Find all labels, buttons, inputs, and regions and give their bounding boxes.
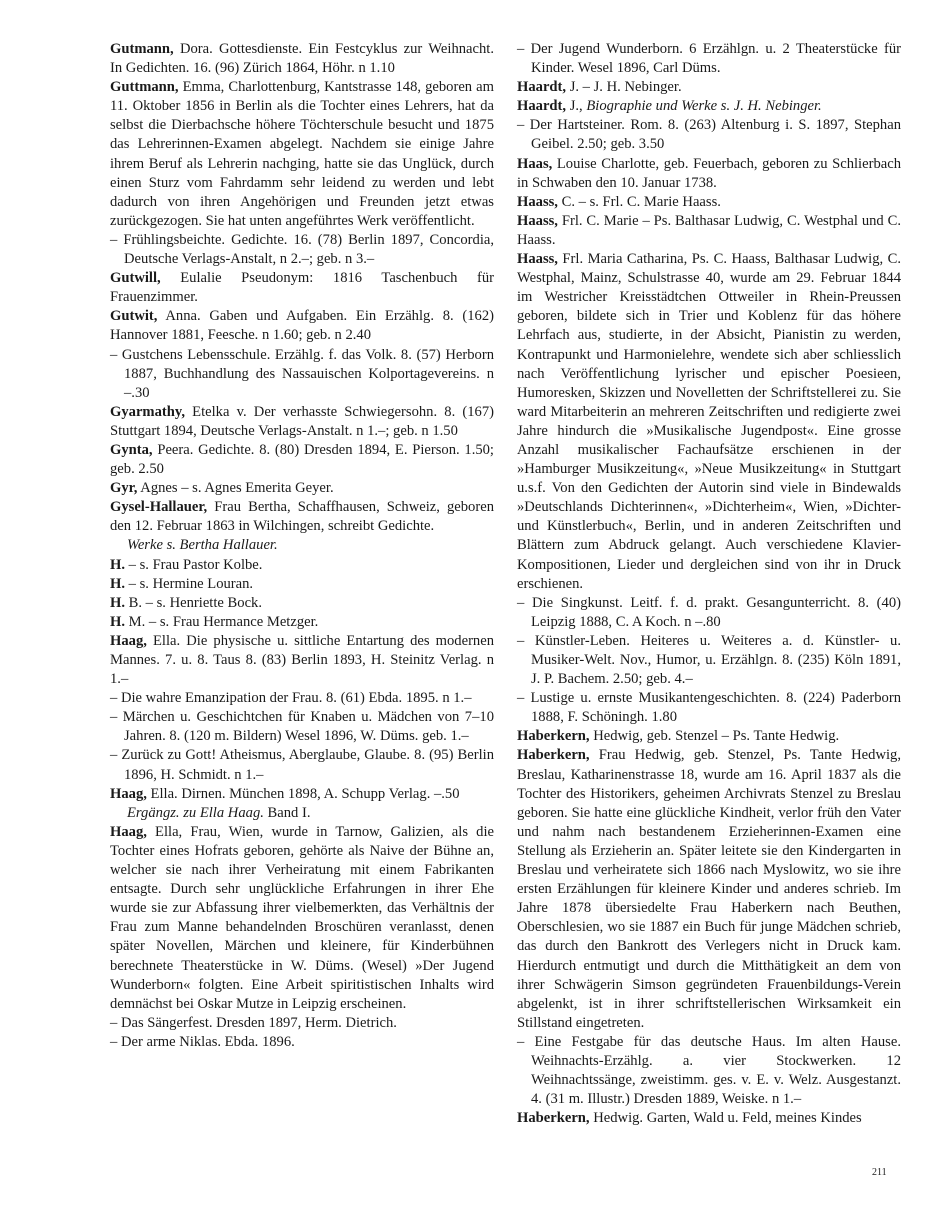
entry-text: Frau Hedwig, geb. Stenzel, Ps. Tante Hedwig, Breslau, Katharinenstrasse 18, wurde am 16. April 1837 als die Tochter des Historikers, geheimen Archivrats Stenzel zu Breslau geboren. Sie hatte eine glückliche Kindheit, verlor früh den Vater und nahm nach bestandenem Erzieherinnen-Examen eine Stellung als Erzieherin an. Später leitete sie den Kindergarten in Breslau und verheiratete sich 1866 nach Myslowitz, wo sie ihre ersten Erzählungen für kleinere Kinder und anderes schrieb. Im Jahre 1878 übersiedelte Frau Haberkern nach Beuthen, Oberschlesien, wo sie 1887 ein Buch für junge Mädchen schrieb, das durch den Bankrott des Verlegers nicht in Druck kam. Hierdurch entmutigt und durch die Mitthätigkeit an dem von ihrer Schwägerin Simson gegründeten Frauenbildungs-Verein abgelenkt, ist in ihrer schriftstellerischen Wirksamkeit ein Stillstand eingetreten.: [517, 747, 901, 1031]
work-listing: – Der arme Niklas. Ebda. 1896.: [110, 1033, 295, 1050]
entry-name: Gyr,: [110, 480, 138, 497]
work-listing: – Eine Festgabe für das deutsche Haus. Im alten Hause. Weihnachts-Erzählg. a. vier Stockwerken. 12 Weihnachtssänge, zweistimm. ges. v. E. v. Welz. Ausgestanzt. 4. (31 m. Illustr.) Dresden 1889, Weiske. n 1.–: [517, 1033, 901, 1108]
entry-text: – s. Frau Pastor Kolbe.: [125, 556, 263, 573]
entry-text: Ella. Dirnen. München 1898, A. Schupp Verlag. –.50: [146, 785, 460, 802]
page-number: 211: [872, 1167, 887, 1178]
entry-name: Haag,: [110, 823, 147, 840]
dictionary-entry: [517, 212, 901, 250]
cross-reference-note: [110, 804, 494, 823]
entry-name: Haag,: [110, 632, 147, 649]
note-tail-text: Band I.: [267, 804, 311, 821]
entry-name: Haass,: [517, 212, 558, 229]
dictionary-entry: [517, 1109, 901, 1128]
dictionary-entry: [110, 78, 494, 231]
work-listing: – Frühlingsbeichte. Gedichte. 16. (78) Berlin 1897, Concordia, Deutsche Verlags-Anstalt, n 2.–; geb. n 3.–: [110, 231, 494, 268]
entry-text: Louise Charlotte, geb. Feuerbach, geboren zu Schlierbach in Schwaben den 10. Januar 1738.: [517, 155, 901, 191]
entry-text: J.,: [566, 98, 587, 115]
dictionary-entry: [110, 823, 494, 1014]
dictionary-entry: [517, 78, 901, 97]
dictionary-entry: [110, 479, 494, 498]
entry-name: H.: [110, 613, 125, 630]
dictionary-entry: [110, 403, 494, 441]
note-italic-text: Werke s. Bertha Hallauer.: [127, 537, 278, 554]
work-listing: – Gustchens Lebensschule. Erzählg. f. das Volk. 8. (57) Herborn 1887, Buchhandlung des Nassauischen Kolportagevereins. n –.30: [110, 346, 494, 401]
work-listing: – Künstler-Leben. Heiteres u. Weiteres a. d. Künstler- u. Musiker-Welt. Nov., Humor, u. Erzählgn. 8. (235) Köln 1891, J. P. Bachem. 2.50; geb. 4.–: [517, 632, 901, 688]
work-listing: – Die Singkunst. Leitf. f. d. prakt. Gesangunterricht. 8. (40) Leipzig 1888, C. A Koch. n –.80: [517, 594, 901, 630]
entry-name: H.: [110, 575, 125, 592]
dictionary-entry: [110, 575, 494, 594]
work-listing: – Der Hartsteiner. Rom. 8. (263) Altenburg i. S. 1897, Stephan Geibel. 2.50; geb. 3.50: [517, 117, 901, 153]
dictionary-entry: [110, 613, 494, 632]
entry-text: Hedwig. Garten, Wald u. Feld, meines Kindes: [589, 1110, 862, 1127]
entry-text: Hedwig, geb. Stenzel – Ps. Tante Hedwig.: [589, 728, 840, 745]
entry-text: Ella. Die physische u. sittliche Entartung des modernen Mannes. 7. u. 8. Taus 8. (83) Berlin 1893, H. Steinitz Verlag. n 1.–: [110, 632, 494, 688]
entry-text: Agnes – s. Agnes Emerita Geyer.: [137, 480, 334, 497]
entry-italic-text: Biographie und Werke s. J. H. Nebinger.: [586, 98, 822, 115]
dictionary-entry: [110, 594, 494, 613]
work-listing: – Zurück zu Gott! Atheismus, Aberglaube, Glaube. 8. (95) Berlin 1896, H. Schmidt. n 1.–: [110, 747, 494, 783]
dictionary-entry: [110, 40, 494, 78]
entry-name: Haardt,: [517, 79, 567, 96]
entry-name: Haardt,: [517, 98, 567, 115]
entry-name: Haberkern,: [517, 1110, 590, 1127]
entry-name: Gutwill,: [110, 270, 161, 287]
entry-name: Gyarmathy,: [110, 403, 185, 420]
dictionary-entry: [110, 269, 494, 307]
entry-text: Dora. Gottesdienste. Ein Festcyklus zur Weihnacht. In Gedichten. 16. (96) Zürich 1864, Höhr. n 1.10: [110, 41, 494, 77]
dictionary-entry: [110, 441, 494, 479]
entry-name: Gysel-Hallauer,: [110, 499, 208, 516]
entry-name: Gutmann,: [110, 41, 174, 57]
entry-text: J. – J. H. Nebinger.: [566, 79, 682, 96]
entry-name: Haas,: [517, 155, 553, 172]
left-column: [110, 40, 494, 1052]
entry-name: Haass,: [517, 193, 558, 210]
dictionary-entry: [517, 746, 901, 1032]
entry-text: C. – s. Frl. C. Marie Haass.: [557, 193, 721, 210]
entry-name: Haass,: [517, 251, 558, 268]
dictionary-entry: [110, 498, 494, 536]
dictionary-entry: [517, 97, 901, 116]
entry-text: Frau Bertha, Schaffhausen, Schweiz, geboren den 12. Februar 1863 in Wilchingen, schreibt Gedichte.: [110, 499, 494, 535]
entry-text: Peera. Gedichte. 8. (80) Dresden 1894, E. Pierson. 1.50; geb. 2.50: [110, 441, 494, 478]
entry-text: Emma, Charlottenburg, Kantstrasse 148, geboren am 11. Oktober 1856 in Berlin als die Tochter eines Lehrers, hat da selbst die Dierbachsche höhere Töchterschule besucht und 1875 das Lehrerinnen-Examen abgelegt. Nachdem sie einige Jahre ihrem Beruf als Lehrerin nachging, hatte sie das Unglück, durch einen Sturz vom Fahrdamm sehr leidend zu werden und lebt dadurch von ihren Angehörigen und Freunden jetzt etwas zurückgezogen. Sie hat unten angeführtes Werk veröffentlicht.: [110, 79, 494, 229]
entry-name: H.: [110, 556, 125, 573]
entry-text: Ella, Frau, Wien, wurde in Tarnow, Galizien, als die Tochter eines Hofrats geboren, gehörte als Naive der Bühne an, welcher sie nach ihrer Verheiratung mit einem Fabrikanten entsagte. Durch sehr unglückliche Erfahrungen in ihrer Ehe wurde sie zur Abfassung ihrer vielbemerkten, das Verhältnis der Frau zum Manne behandelnden Broschüren veranlasst, denen später Novellen, Märchen und kleinere, für Kinderbühnen berechnete Theaterstücke in W. Düms. (Wesel) »Der Jugend Wunderborn« folgten. Eine Arbeit spiritistischen Inhalts wird demnächst bei Oskar Mutze in Leipzig erscheinen.: [110, 823, 494, 1012]
work-listing: – Lustige u. ernste Musikantengeschichten. 8. (224) Paderborn 1888, F. Schöningh. 1.80: [517, 690, 901, 726]
entry-name: Gynta,: [110, 441, 153, 458]
dictionary-entry: [110, 307, 494, 345]
work-listing: – Die wahre Emanzipation der Frau. 8. (61) Ebda. 1895. n 1.–: [110, 690, 472, 707]
entry-text: Etelka v. Der verhasste Schwiegersohn. 8. (167) Stuttgart 1894, Deutsche Verlags-Anstalt. n 1.–; geb. n 1.50: [110, 403, 494, 439]
entry-text: Frl. Maria Catharina, Ps. C. Haass, Balthasar Ludwig, C. Westphal, Mainz, Schulstrasse 40, wurde am 29. Februar 1844 im Westricher Kreisstädtchen Ottweiler in Rhein-Preussen geboren, bildete sich in Trier und Koblenz für das höhere Lehrfach aus, studierte, in der Absicht, Pianistin zu werden, Kontrapunkt und Harmonielehre, wendete sich aber schliesslich nach Veröffentlichung lyrischer und epischer Poesieen, Humoresken, Skizzen und Novelletten der Schriftstellerei zu. Sie ward Mitarbeiterin an mehreren Zeitschriften und redigierte zwei Jahre hindurch die »Musikalische Jugendpost«. Eine grosse Anzahl musikalischer Fachaufsätze erschienen in der »Hamburger Musikzeitung«, »Neue Musikzeitung« in Stuttgart u.s.f. Von den Gedichten der Autorin sind viele in Bindewalds »Deutschlands Dichterinnen«, »Dichterheim«, Wien, »Dichter- und Künstlerbuch«, Berlin, und in anderen Zeitschriften und Blättern zum Abdruck gelangt. Auch verschiedene Klavier-Kompositionen, Lieder und dergleichen sind von ihr in Druck erschienen.: [517, 251, 901, 592]
dictionary-entry: [110, 632, 494, 689]
work-listing: – Das Sängerfest. Dresden 1897, Herm. Dietrich.: [110, 1014, 397, 1031]
entry-name: H.: [110, 594, 125, 611]
entry-text: Anna. Gaben und Aufgaben. Ein Erzählg. 8. (162) Hannover 1881, Feesche. n 1.60; geb. n 2.40: [110, 308, 494, 344]
cross-reference-note: [110, 536, 494, 555]
entry-name: Guttmann,: [110, 79, 179, 96]
dictionary-entry: [110, 556, 494, 575]
entry-text: M. – s. Frau Hermance Metzger.: [125, 613, 319, 630]
entry-text: Frl. C. Marie – Ps. Balthasar Ludwig, C. Westphal und C. Haass.: [517, 212, 901, 248]
note-italic-text: Ergängz. zu Ella Haag.: [127, 804, 268, 821]
entry-text: – s. Hermine Louran.: [125, 575, 254, 592]
entry-text: B. – s. Henriette Bock.: [125, 594, 262, 611]
entry-name: Haag,: [110, 785, 147, 802]
right-column: [517, 40, 901, 1128]
entry-name: Gutwit,: [110, 308, 158, 325]
dictionary-entry: [517, 155, 901, 193]
entry-name: Haberkern,: [517, 747, 590, 764]
dictionary-entry: [517, 193, 901, 212]
dictionary-entry: [517, 727, 901, 746]
dictionary-entry: [517, 250, 901, 594]
entry-name: Haberkern,: [517, 728, 590, 745]
work-listing: – Der Jugend Wunderborn. 6 Erzählgn. u. 2 Theaterstücke für Kinder. Wesel 1896, Carl Düms.: [517, 41, 901, 77]
entry-text: Eulalie Pseudonym: 1816 Taschenbuch für Frauenzimmer.: [110, 270, 494, 306]
dictionary-entry: [110, 785, 494, 804]
work-listing: – Märchen u. Geschichtchen für Knaben u. Mädchen von 7–10 Jahren. 8. (120 m. Bildern) Wesel 1896, W. Düms. geb. 1.–: [110, 709, 494, 745]
